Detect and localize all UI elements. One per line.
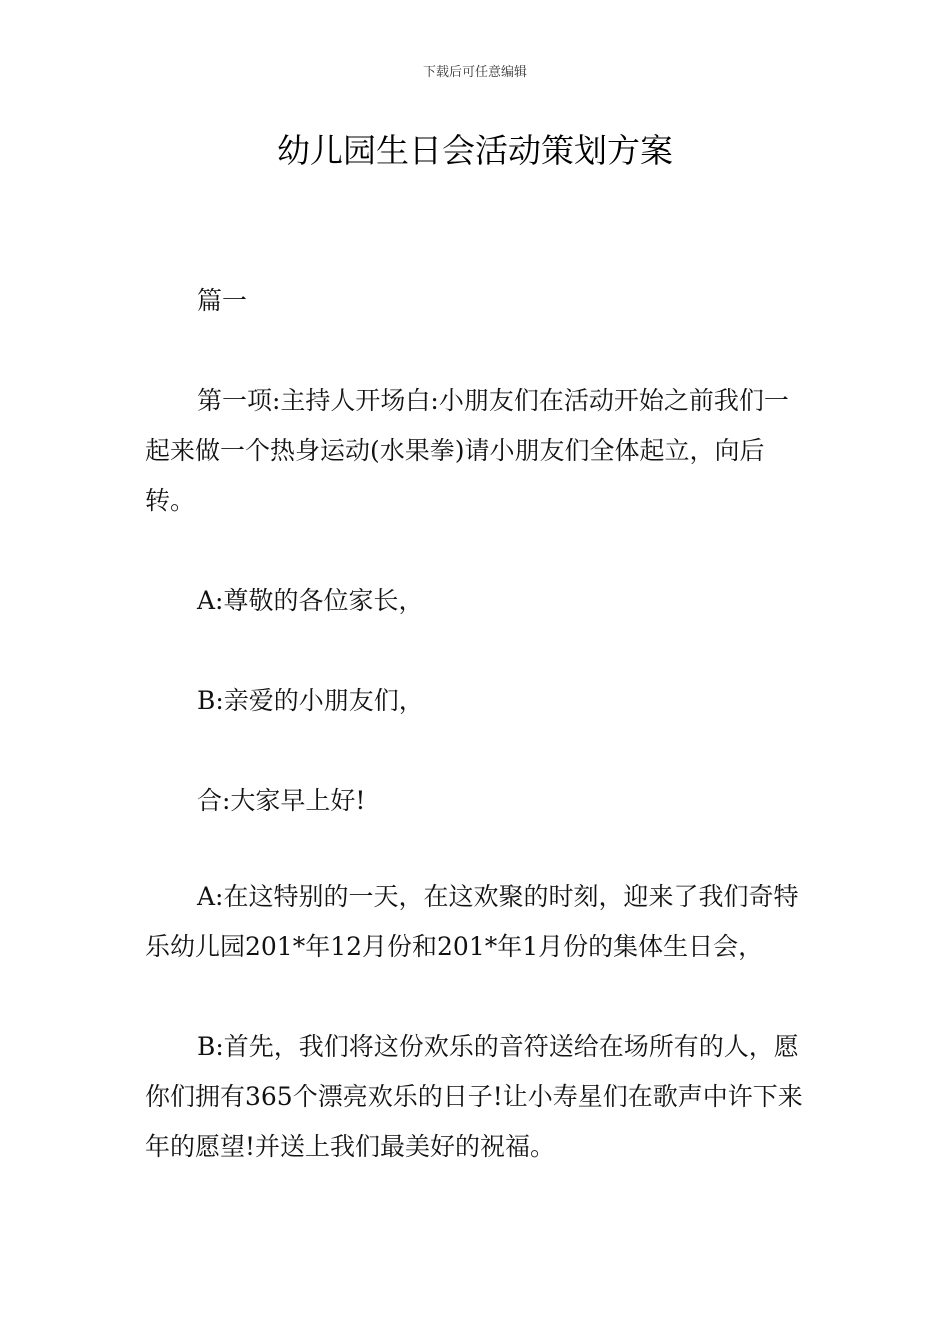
header-note: 下载后可任意编辑: [422, 65, 527, 80]
paragraph-greeting-together: 合:大家早上好!: [197, 786, 366, 815]
paragraph-greeting-a: A:尊敬的各位家长，: [197, 586, 424, 615]
document-title: 幼儿园生日会活动策划方案: [277, 131, 673, 170]
paragraph-opening: 第一项:主持人开场白:小朋友们在活动开始之前我们一起来做一个热身运动(水果拳)请小朋友们全体起立，向后转。: [145, 386, 789, 515]
section-heading: 篇一: [197, 286, 248, 315]
paragraph-host-a: A:在这特别的一天，在这欢聚的时刻，迎来了我们奇特乐幼儿园201*年12月份和201*年1月份的集体生日会，: [145, 882, 799, 961]
paragraph-greeting-b: B:亲爱的小朋友们，: [197, 686, 424, 715]
paragraph-host-b: B:首先，我们将这份欢乐的音符送给在场所有的人，愿你们拥有365个漂亮欢乐的日子!让小寿星们在歌声中许下来年的愿望!并送上我们最美好的祝福。: [145, 1032, 803, 1161]
